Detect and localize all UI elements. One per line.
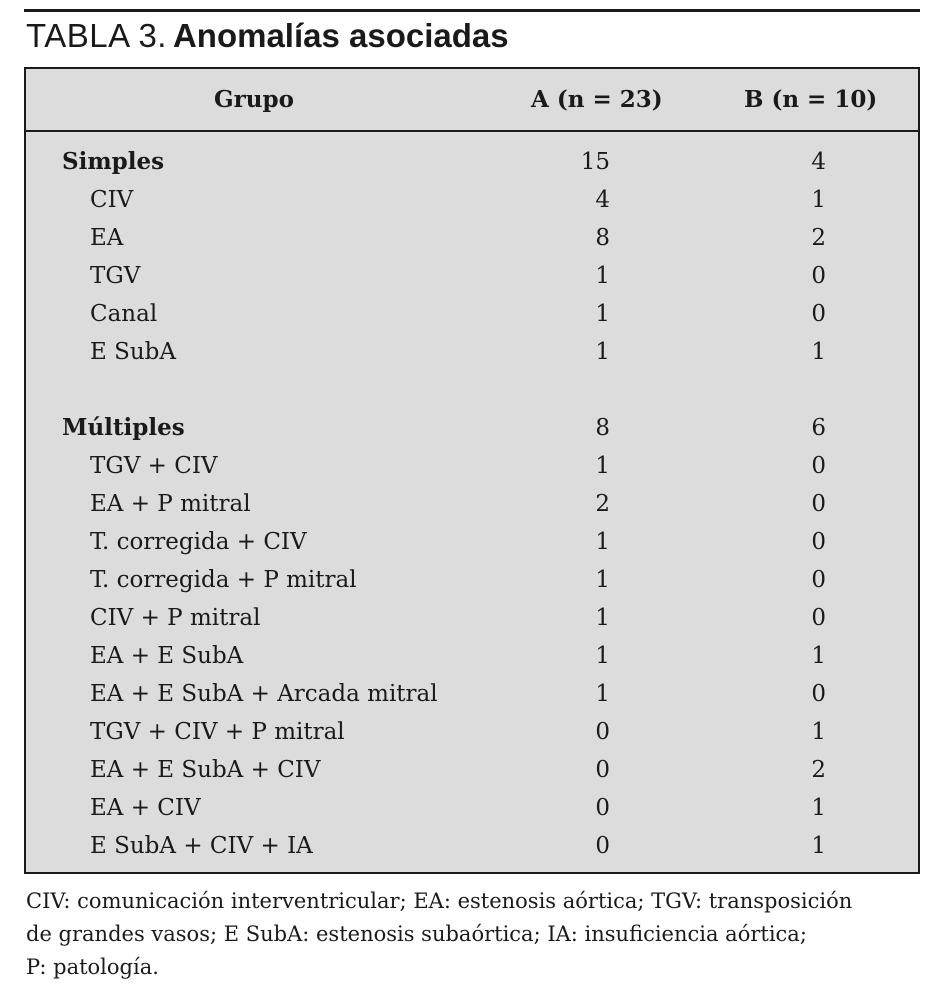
value-b: 1 xyxy=(811,339,826,365)
group-row-multiples xyxy=(26,409,918,447)
value-b: 1 xyxy=(811,833,826,859)
value-a: 15 xyxy=(580,149,610,175)
table-label: TABLA 3. xyxy=(26,17,167,54)
value-a: 1 xyxy=(595,301,610,327)
value-b: 0 xyxy=(811,301,826,327)
table-row xyxy=(26,295,918,333)
row-label: TGV xyxy=(90,263,141,289)
value-b: 1 xyxy=(811,187,826,213)
footnote-line: P: patología. xyxy=(26,955,159,979)
value-a: 1 xyxy=(595,339,610,365)
table-row xyxy=(26,485,918,523)
row-label: TGV + CIV xyxy=(90,453,218,479)
value-a: 8 xyxy=(595,415,610,441)
row-label: TGV + CIV + P mitral xyxy=(90,719,345,745)
group-label: Simples xyxy=(62,148,165,175)
table-row xyxy=(26,789,918,827)
value-b: 1 xyxy=(811,643,826,669)
table-row xyxy=(26,599,918,637)
value-a: 1 xyxy=(595,567,610,593)
value-b: 2 xyxy=(811,757,826,783)
row-label: T. corregida + P mitral xyxy=(90,567,357,593)
value-b: 6 xyxy=(811,415,826,441)
row-label: EA xyxy=(90,225,124,251)
value-a: 4 xyxy=(595,187,610,213)
value-b: 0 xyxy=(811,605,826,631)
header-group-a: A (n = 23) xyxy=(531,86,663,113)
table-row xyxy=(26,713,918,751)
row-label: EA + P mitral xyxy=(90,491,251,517)
table-row xyxy=(26,675,918,713)
table-name: Anomalías asociadas xyxy=(172,17,509,54)
row-label: E SubA + CIV + IA xyxy=(90,833,313,859)
value-a: 1 xyxy=(595,529,610,555)
header-grupo: Grupo xyxy=(214,86,294,113)
table-title xyxy=(26,14,509,58)
value-a: 0 xyxy=(595,719,610,745)
value-b: 1 xyxy=(811,795,826,821)
row-label: CIV + P mitral xyxy=(90,605,261,631)
table-footnote xyxy=(26,885,906,984)
value-a: 1 xyxy=(595,605,610,631)
table-row xyxy=(26,447,918,485)
value-b: 0 xyxy=(811,453,826,479)
value-a: 2 xyxy=(595,491,610,517)
footnote-line: CIV: comunicación interventricular; EA: estenosis aórtica; TGV: transposición xyxy=(26,889,853,913)
group-row-simples xyxy=(26,143,918,181)
table-row xyxy=(26,219,918,257)
row-label: EA + E SubA + Arcada mitral xyxy=(90,681,438,707)
value-b: 4 xyxy=(811,149,826,175)
table-row xyxy=(26,257,918,295)
table-row xyxy=(26,637,918,675)
value-a: 1 xyxy=(595,681,610,707)
value-a: 0 xyxy=(595,833,610,859)
value-b: 0 xyxy=(811,567,826,593)
table-row xyxy=(26,181,918,219)
row-label: T. corregida + CIV xyxy=(90,529,307,555)
row-label: EA + CIV xyxy=(90,795,201,821)
top-rule xyxy=(24,9,920,12)
value-b: 0 xyxy=(811,681,826,707)
table-header xyxy=(26,69,918,132)
value-a: 0 xyxy=(595,795,610,821)
value-b: 0 xyxy=(811,263,826,289)
value-a: 0 xyxy=(595,757,610,783)
table-row xyxy=(26,751,918,789)
value-a: 1 xyxy=(595,453,610,479)
table-row xyxy=(26,333,918,371)
data-table xyxy=(24,67,920,874)
row-label: EA + E SubA xyxy=(90,643,244,669)
value-a: 1 xyxy=(595,643,610,669)
row-label: CIV xyxy=(90,187,134,213)
row-label: E SubA xyxy=(90,339,177,365)
table-row xyxy=(26,561,918,599)
value-b: 0 xyxy=(811,529,826,555)
value-b: 1 xyxy=(811,719,826,745)
footnote-line: de grandes vasos; E SubA: estenosis subaórtica; IA: insuficiencia aórtica; xyxy=(26,922,807,946)
value-b: 2 xyxy=(811,225,826,251)
table-row xyxy=(26,523,918,561)
row-label: EA + E SubA + CIV xyxy=(90,757,321,783)
value-a: 8 xyxy=(595,225,610,251)
header-group-b: B (n = 10) xyxy=(744,86,878,113)
value-a: 1 xyxy=(595,263,610,289)
group-label: Múltiples xyxy=(62,414,185,441)
row-label: Canal xyxy=(90,301,158,327)
table-row xyxy=(26,827,918,865)
value-b: 0 xyxy=(811,491,826,517)
